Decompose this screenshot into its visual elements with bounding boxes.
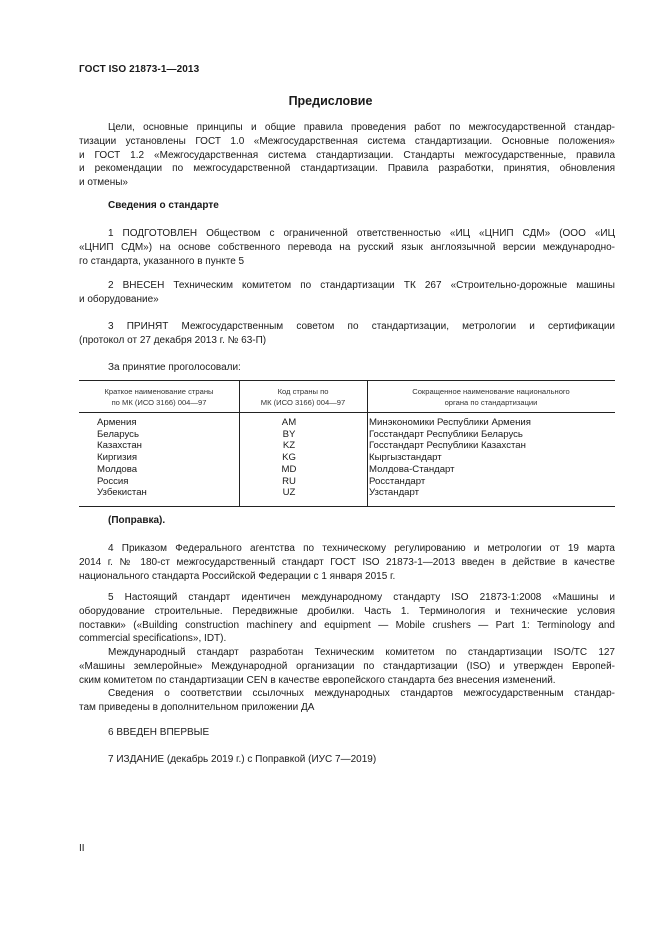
text-line: Краткое наименование страны [104,387,214,396]
text-line: 1 ПОДГОТОВЛЕН Обществом с ограниченной ответственностью «ИЦ «ЦНИП СДМ» (ООО «ИЦ [108,228,615,239]
table-header-divider [79,412,615,413]
text-line: го стандарта, указанного в пункте 5 [79,255,245,267]
text-line: органа по стандартизации [444,398,538,407]
page-title: Предисловие [288,94,373,108]
text-line: «ЦНИП СДМ») на основе собственного перевода на русский язык англоязычной версии международно- [79,241,615,253]
text-line: Код страны по [277,387,329,396]
text-line: Госстандарт Республики Беларусь [369,428,523,440]
item-7-paragraph: 7 ИЗДАНИЕ (декабрь 2019 г.) с Поправкой (ИУС 7—2019) [108,754,377,765]
text-line: Армения [97,417,137,428]
item-1-paragraph [79,227,615,268]
text-line: и рекомендации по межгосударственной стандартизации. Правила разработки, принятия, обновления [79,163,615,175]
text-line: Международный стандарт разработан Техническим комитетом по стандартизации ISO/TC 127 [108,647,615,658]
text-line: UZ [282,487,296,499]
text-line: Киргизия [97,452,138,464]
item-5-developer-paragraph [79,646,615,687]
table-header-code [239,386,367,408]
text-line: национального стандарта Российской Федерации с 1 января 2015 г. [79,570,396,582]
item-2-paragraph [79,279,615,307]
text-line: RU [282,475,296,487]
text-line: 2014 г. № 180-ст межгосударственный стандарт ГОСТ ISO 21873-1—2013 введен в действие в качестве [79,556,615,568]
text-line: поставки» («Building construction machinery and equipment — Mobile crushers — Part 1: Terminology and [79,619,615,631]
table-column-bodies [369,417,531,499]
text-line: Молдова-Стандарт [369,463,455,475]
table-header-country [79,386,239,408]
text-line: Узстандарт [369,487,420,499]
text-line: и ГОСТ 1.2 «Межгосударственная система стандартизации. Стандарты межгосударственные, правила [79,149,615,161]
text-line: (протокол от 27 декабря 2013 г. № 63-П) [79,334,267,346]
text-line: по МК (ИСО 3166) 004—97 [111,398,207,407]
text-line: Казахстан [97,440,142,452]
text-line: Кыргызстандарт [369,452,442,464]
document-code: ГОСТ ISO 21873-1—2013 [79,64,200,75]
text-line: и оборудование» [79,293,159,305]
text-line: KG [282,452,296,464]
item-5-paragraph [79,591,615,646]
text-line: Россия [97,475,129,487]
text-line: Беларусь [97,428,139,440]
intro-paragraph [79,121,615,190]
text-line: Росстандарт [369,475,426,487]
table-column-countries [97,417,147,499]
text-line: ским комитетом по стандартизации CEN в качестве европейского стандарта без внесения изменений. [79,674,556,686]
text-line: оборудование строительные. Передвижные дробилки. Часть 1. Терминология и технические условия [79,605,615,617]
item-3-paragraph [79,320,615,348]
text-line: Сокращенное наименование национального [412,387,570,396]
text-line: и отмены» [79,177,128,189]
text-line: Госстандарт Республики Казахстан [369,440,526,452]
text-line: Сведения о соответствии ссылочных международных стандартов межгосударственным стандар- [108,688,615,699]
text-line: Узбекистан [97,487,147,499]
text-line: 5 Настоящий стандарт идентичен международному стандарту ISO 21873-1:2008 «Машины и [108,592,615,603]
section-heading: Сведения о стандарте [108,200,219,211]
table-column-divider [367,381,368,506]
text-line: commercial specifications», IDT). [79,633,227,645]
text-line: KZ [282,440,296,452]
item-4-paragraph [79,542,615,583]
table-header-body [367,386,615,408]
text-line: 2 ВНЕСЕН Техническим комитетом по стандартизации ТК 267 «Строительно-дорожные машины [108,280,615,291]
text-line: МК (ИСО 3166) 004—97 [260,398,346,407]
text-line: «Машины землеройные» Международной организации по стандартизации (ISO) и утвержден Европей- [79,660,615,672]
amendment-note: (Поправка). [108,515,166,526]
table-column-codes [279,417,299,499]
text-line: тизации установлены ГОСТ 1.0 «Межгосударственная система стандартизации. Основные положения» [79,135,615,147]
text-line: 4 Приказом Федерального агентства по техническому регулированию и метрологии от 19 марта [108,543,615,554]
vote-label: За принятие проголосовали: [108,362,241,373]
text-line: 3 ПРИНЯТ Межгосударственным советом по стандартизации, метрологии и сертификации [108,321,615,332]
text-line: там приведены в дополнительном приложении ДА [79,701,315,713]
table-column-divider [239,381,240,506]
text-line: MD [281,463,297,475]
page-number: II [79,843,85,854]
item-5-references-paragraph [79,687,615,715]
text-line: Молдова [97,463,138,475]
text-line: BY [282,428,296,440]
item-6-paragraph: 6 ВВЕДЕН ВПЕРВЫЕ [108,727,210,738]
text-line: Минэкономики Республики Армения [369,417,531,428]
text-line: AM [281,417,297,428]
voting-table [79,380,615,507]
text-line: Цели, основные принципы и общие правила проведения работ по межгосударственной стандар- [108,122,615,133]
